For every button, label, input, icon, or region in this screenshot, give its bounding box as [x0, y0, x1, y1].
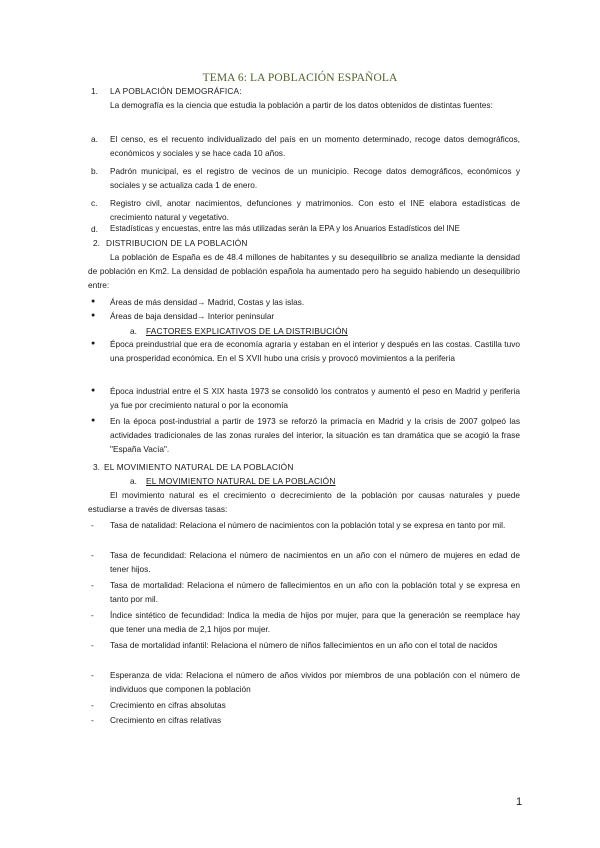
section-3-intro: El movimiento natural es el crecimiento o decrecimiento de la población por causas naturales y puede estudiarse a través de diversas tasas: [88, 490, 520, 515]
dash-marker: - [91, 580, 94, 590]
bullet-icon: ● [91, 340, 96, 347]
list-item-censo: El censo, es el recuento individualizado del país en un momento determinado, recoge datos demográficos, económicos y sociales y se hace cada 10 años. [110, 134, 520, 159]
section-2-number: 2. [93, 238, 100, 248]
list-item-high-density: Áreas de más densidad→ Madrid, Costas y las islas. [110, 297, 305, 307]
subsection-heading-natural: EL MOVIMIENTO NATURAL DE LA POBLACIÓN [146, 476, 336, 486]
subsection-marker: a. [130, 476, 137, 486]
bullet-icon: ● [91, 312, 96, 319]
list-item-esperanza: Esperanza de vida: Relaciona el número de años vividos por miembros de una población con el número de individuos que componen la población [110, 670, 520, 695]
list-marker: b. [91, 166, 98, 176]
list-item-postindustrial: En la época post-industrial a partir de 1973 se reforzó la primacía en Madrid y la crisis de 2007 golpeó las actividades tradicionales de las zonas rurales del interior, la situación es tan dramática que se acogió la frase "España Vacía". [110, 416, 520, 455]
dash-marker: - [91, 670, 94, 680]
dash-marker: - [91, 520, 94, 530]
list-item-preindustrial: Época preindustrial que era de economía agraria y estaban en el interior y después en las costas. Castilla tuvo una prosperidad económica. En el S XVII hubo una crisis y provocó movimientos a la periferia [110, 339, 520, 364]
list-item-natalidad: Tasa de natalidad: Relaciona el número de nacimientos con la población total y se expresa en tanto por mil. [110, 520, 506, 530]
page-number: 1 [516, 796, 523, 808]
list-item-mortalidad: Tasa de mortalidad: Relaciona el número de fallecimientos en un año con la población total y se expresa en tanto por mil. [110, 580, 520, 605]
dash-marker: - [91, 715, 94, 725]
section-3-number: 3. [93, 462, 100, 472]
list-item-registro: Registro civil, anotar nacimientos, defunciones y matrimonios. Con esto el INE elabora estadísticas de crecimiento natural y vegetativo. [110, 198, 520, 223]
section-1-intro: La demografía es la ciencia que estudia la población a partir de los datos obtenidos de distintas fuentes: [110, 100, 493, 110]
list-item-relativas: Crecimiento en cifras relativas [110, 715, 222, 725]
dash-marker: - [91, 700, 94, 710]
list-item-padron: Padrón municipal, es el registro de vecinos de un municipio. Recoge datos demográficos, económicos y sociales y se actualiza cada 1 de enero. [110, 166, 520, 191]
subsection-heading-factors: FACTORES EXPLICATIVOS DE LA DISTRIBUCIÓN [146, 326, 348, 336]
dash-marker: - [91, 610, 94, 620]
dash-marker: - [91, 640, 94, 650]
list-marker: c. [91, 198, 98, 208]
section-1-heading: LA POBLACIÓN DEMOGRÁFICA: [110, 86, 242, 96]
bullet-icon: ● [91, 298, 96, 305]
bullet-icon: ● [91, 387, 96, 394]
section-3-heading: EL MOVIMIENTO NATURAL DE LA POBLACIÓN [104, 462, 294, 472]
bullet-icon: ● [91, 417, 96, 424]
list-item-low-density: Áreas de baja densidad→ Interior peninsular [110, 311, 275, 321]
list-item-industrial: Época industrial entre el S XIX hasta 1973 se consolidó los contratos y aumentó el peso en Madrid y periferia ya fue por crecimiento natural o por la economía [110, 386, 520, 411]
subsection-marker: a. [130, 326, 137, 336]
section-1-number: 1. [91, 86, 98, 96]
list-item-estadisticas: Estadísticas y encuestas, entre las más utilizadas serán la EPA y los Anuarios Estadísticos del INE [110, 224, 460, 233]
list-marker: d. [91, 224, 98, 234]
list-item-isf: Índice sintético de fecundidad: Indica la media de hijos por mujer, para que la generación se reemplace hay que tener una media de 2,1 hijos por mujer. [110, 610, 520, 635]
section-2-intro: La población de España es de 48.4 millones de habitantes y su desequilibrio se analiza mediante la densidad de población en Km2. La densidad de población española ha aumentado pero ha seguido habiendo un desequilibrio entre: [88, 252, 520, 291]
list-item-absolutas: Crecimiento en cifras absolutas [110, 700, 226, 710]
list-item-mortalidad-infantil: Tasa de mortalidad infantil: Relaciona el número de niños fallecimientos en un año con el total de nacidos [110, 640, 498, 650]
list-item-fecundidad: Tasa de fecundidad: Relaciona el número de nacimientos en un año con el número de mujeres en edad de tener hijos. [110, 550, 520, 575]
page-title: TEMA 6: LA POBLACIÓN ESPAÑOLA [202, 72, 398, 84]
dash-marker: - [91, 550, 94, 560]
list-marker: a. [91, 134, 98, 144]
section-2-heading: DISTRIBUCION DE LA POBLACIÓN [106, 238, 248, 248]
